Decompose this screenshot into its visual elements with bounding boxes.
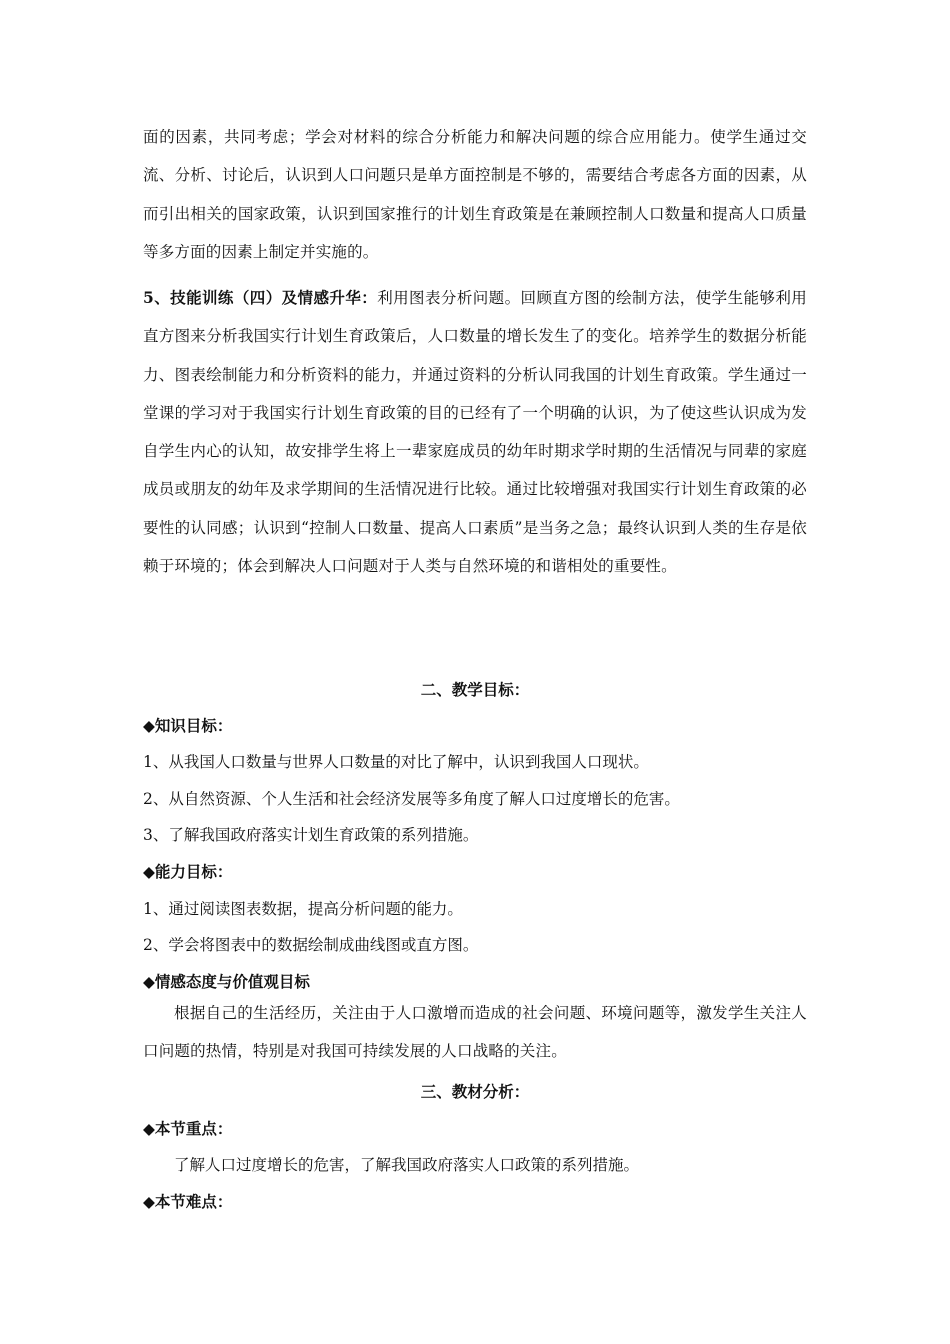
emotion-goals-title: ◆情感态度与价值观目标 <box>143 972 310 991</box>
emotion-goals-paragraph <box>143 994 807 1071</box>
skill-training-body: 利用图表分析问题。回顾直方图的绘制方法，使学生能够利用直方图来分析我国实行计划生育政策后，人口数量的增长发生了的变化。培养学生的数据分析能力、图表绘制能力和分析资料的能力，并通过资料的分析认同我国的计划生育政策。学生通过一堂课的学习对于我国实行计划生育政策的目的已经有了一个明确的认识，为了使这些认识成为发自学生内心的认知，故安排学生将上一辈家庭成员的幼年时期求学时期的生活情况与同辈的家庭成员或朋友的幼年及求学期间的生活情况进行比较。通过比较增强对我国实行计划生育政策的必要性的认同感；认识到“控制人口数量、提高人口素质”是当务之急；最终认识到人类的生存是依赖于环境的；体会到解决人口问题对于人类与自然环境的和谐相处的重要性。 <box>143 289 807 576</box>
intro-paragraph-2 <box>143 279 807 585</box>
key-points-text: 了解人口过度增长的危害，了解我国政府落实人口政策的系列措施。 <box>174 1156 640 1174</box>
ability-goals-title: ◆能力目标： <box>143 862 233 881</box>
intro-paragraph-1 <box>143 118 807 271</box>
emotion-goals-text: 根据自己的生活经历，关注由于人口激增而造成的社会问题、环境问题等，激发学生关注人口问题的热情，特别是对我国可持续发展的人口战略的关注。 <box>143 1004 807 1061</box>
ability-item-1: 1、通过阅读图表数据，提高分析问题的能力。 <box>143 900 463 918</box>
section2-heading: 二、教学目标： <box>420 680 530 699</box>
knowledge-item-3: 3、了解我国政府落实计划生育政策的系列措施。 <box>143 826 479 844</box>
difficult-points-title: ◆本节难点： <box>143 1192 233 1211</box>
key-points-title: ◆本节重点： <box>143 1119 233 1138</box>
skill-training-title: 5、技能训练（四）及情感升华： <box>143 288 378 307</box>
section3-heading: 三、教材分析： <box>420 1082 530 1101</box>
knowledge-item-2: 2、从自然资源、个人生活和社会经济发展等多角度了解人口过度增长的危害。 <box>143 790 680 808</box>
knowledge-goals-title: ◆知识目标： <box>143 716 233 735</box>
intro-para1-text: 面的因素，共同考虑；学会对材料的综合分析能力和解决问题的综合应用能力。使学生通过交流、分析、讨论后，认识到人口问题只是单方面控制是不够的，需要结合考虑各方面的因素，从而引出相关的国家政策，认识到国家推行的计划生育政策是在兼顾控制人口数量和提高人口质量等多方面的因素上制定并实施的。 <box>143 128 807 261</box>
knowledge-item-1: 1、从我国人口数量与世界人口数量的对比了解中，认识到我国人口现状。 <box>143 753 649 771</box>
ability-item-2: 2、学会将图表中的数据绘制成曲线图或直方图。 <box>143 936 479 954</box>
